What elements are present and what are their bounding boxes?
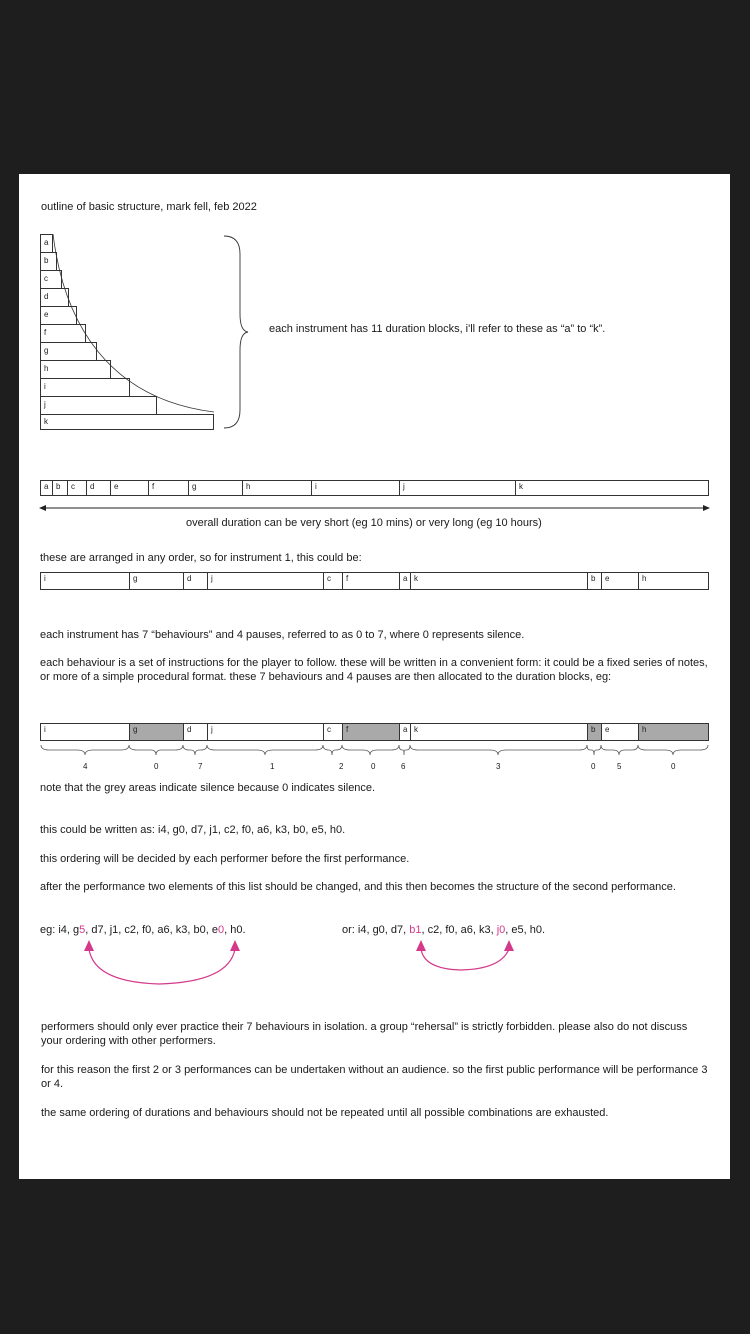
allocation-braces [19,743,730,763]
page-title: outline of basic structure, mark fell, feb 2022 [41,201,257,213]
silence-note: note that the grey areas indicate silence because 0 indicates silence. [40,782,376,794]
block-b-silent: b [587,724,601,740]
staircase-caption: each instrument has 11 duration blocks, i'll refer to these as “a” to “k”. [269,323,606,335]
block-d: d [183,724,207,740]
stair-block: k [40,414,214,430]
swap-arrow-icon [19,934,730,994]
block-g: g [129,573,183,589]
repeat-rule: the same ordering of durations and behaviours should not be repeated until all possible combinations are exhausted. [41,1107,609,1119]
stair-block: e [40,306,77,324]
block-k: k [410,573,587,589]
changed-value: 5 [79,924,86,936]
block-g-silent: g [129,724,183,740]
block-j: j [207,573,323,589]
stair-block: d [40,288,69,306]
value-label: 7 [198,762,203,771]
example-two: or: i4, g0, d7, b1, c2, f0, a6, k3, j0, e5, h0. [342,924,546,936]
block-i: i [44,725,46,734]
written-as: this could be written as: i4, g0, d7, j1, c2, f0, a6, k3, b0, e5, h0. [40,824,346,836]
document-page [19,174,730,1179]
changed-value: 0 [217,924,225,936]
block-k: k [515,481,708,495]
block-k: k [410,724,587,740]
block-h-silent: h [638,724,708,740]
value-label: 0 [591,762,596,771]
stair-block: i [40,378,130,396]
block-a: a [44,482,49,491]
changed-value: b1 [409,924,422,936]
block-j: j [399,481,515,495]
block-i: i [311,481,399,495]
value-label: 5 [617,762,622,771]
block-e: e [601,573,638,589]
value-label: 0 [671,762,676,771]
behaviours-description: each behaviour is a set of instructions for the player to follow. these will be written in a convenient form: it could be a fixed series of notes, or more of a simple procedural format. these 7 behaviours and 4 pauses are then allocated to the duration blocks, eg: [40,657,708,683]
value-label: 4 [83,762,88,771]
stair-block: j [40,396,157,414]
stair-block: a [40,234,53,252]
ordered-duration-bar [40,480,709,496]
stair-block: f [40,324,86,342]
block-c: c [67,481,86,495]
block-f-silent: f [342,724,399,740]
rehearsal-rule: performers should only ever practice their 7 behaviours in isolation. a group “rehersal” is strictly forbidden. please also do not discuss your ordering with other performers. [41,1021,688,1047]
after-performance: after the performance two elements of this list should be changed, and this then becomes the structure of the second performance. [40,881,676,893]
block-d: d [183,573,207,589]
block-a: a [399,724,410,740]
value-label: 0 [154,762,159,771]
block-h: h [242,481,311,495]
block-e: e [601,724,638,740]
behaviours-intro: each instrument has 7 “behaviours” and 4 pauses, referred to as 0 to 7, where 0 represents silence. [40,629,525,641]
allocated-duration-bar [40,723,709,741]
value-label: 2 [339,762,344,771]
block-d: d [86,481,110,495]
block-c: c [323,724,342,740]
stair-block: g [40,342,97,360]
duration-caption: overall duration can be very short (eg 10 mins) or very long (eg 10 hours) [186,517,542,529]
block-f: f [148,481,188,495]
block-b: b [587,573,601,589]
block-g: g [188,481,242,495]
block-b: b [52,481,67,495]
audience-rule: for this reason the first 2 or 3 performances can be undertaken without an audience. so the first public performance will be performance 3 or 4. [41,1064,708,1090]
value-label: 3 [496,762,501,771]
value-label: 6 [401,762,406,771]
block-e: e [110,481,148,495]
stair-block: c [40,270,62,288]
block-c: c [323,573,342,589]
value-label: 0 [371,762,376,771]
changed-value: j0 [496,924,506,936]
arranged-duration-bar [40,572,709,590]
value-label: 1 [270,762,275,771]
block-j: j [207,724,323,740]
stair-block: h [40,360,111,378]
example-one: eg: i4, g5, d7, j1, c2, f0, a6, k3, b0, e0, h0. [40,924,246,936]
stair-block: b [40,252,57,270]
block-i: i [44,574,46,583]
block-a: a [399,573,410,589]
block-f: f [342,573,399,589]
block-h: h [638,573,708,589]
ordering-decided: this ordering will be decided by each performer before the first performance. [40,853,410,865]
arranged-intro: these are arranged in any order, so for instrument 1, this could be: [40,552,362,564]
